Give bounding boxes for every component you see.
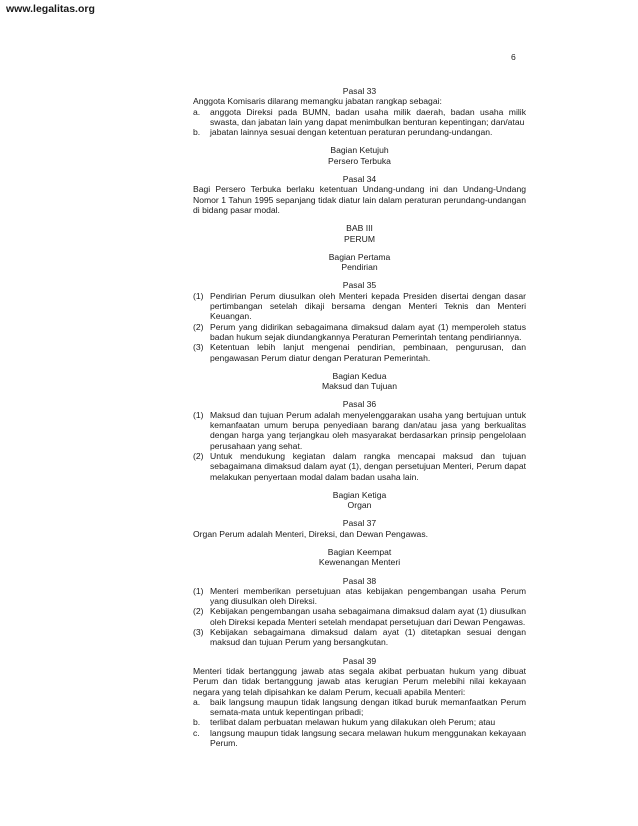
section-subheading: Pendirian — [341, 262, 378, 273]
item-label: (2) — [193, 450, 204, 461]
list-item — [193, 451, 526, 482]
section-heading: Bagian Pertama — [328, 251, 391, 262]
list-item — [193, 410, 526, 451]
item-text: terlibat dalam perbuatan melawan hukum yang dilakukan oleh Perum; atau — [210, 717, 496, 728]
list-item — [193, 728, 526, 749]
item-label: (2) — [193, 321, 204, 332]
section-subheading: Maksud dan Tujuan — [321, 381, 397, 392]
section-heading: Bagian Kedua — [332, 370, 387, 381]
list-item — [193, 291, 526, 322]
item-label: a. — [193, 106, 201, 117]
item-text: Perum yang didirikan sebagaimana dimaksud dalam ayat (1) memperoleh status badan hukum sejak diundangkannya Peraturan Pemerintah tentang pendiriannya. — [210, 321, 526, 342]
item-text: jabatan lainnya sesuai dengan ketentuan peraturan perundang-undangan. — [210, 127, 493, 138]
item-text: Menteri memberikan persetujuan atas kebijakan pengembangan usaha Perum yang diusulkan oleh Direksi. — [210, 585, 526, 607]
section-heading: Bagian Ketiga — [332, 489, 387, 500]
pasal-37-text: Organ Perum adalah Menteri, Direksi, dan Dewan Pengawas. — [193, 528, 429, 539]
item-label: a. — [193, 696, 201, 707]
list-item — [193, 586, 526, 607]
list-item — [193, 342, 526, 363]
list-item — [193, 697, 526, 718]
list-item — [193, 717, 526, 727]
pasal-35-title: Pasal 35 — [342, 280, 377, 291]
item-label: b. — [193, 127, 201, 138]
item-text: langsung maupun tidak langsung secara melawan hukum menggunakan kekayaan Perum. — [210, 727, 526, 749]
item-text: Untuk mendukung kegiatan dalam rangka mencapai maksud dan tujuan sebagaimana dimaksud dalam ayat (1), dengan persetujuan Menteri, Perum dapat melakukan penyertaan modal dalam badan usaha lain. — [210, 450, 526, 482]
section-subheading: Organ — [347, 500, 372, 511]
site-link[interactable]: www.legalitas.org — [6, 3, 95, 15]
pasal-37-title: Pasal 37 — [342, 518, 377, 529]
page-number: 6 — [511, 52, 516, 62]
section-subheading: Persero Terbuka — [328, 155, 391, 166]
pasal-36-title: Pasal 36 — [342, 399, 377, 410]
section-subheading: Kewenangan Menteri — [318, 557, 401, 568]
list-item — [193, 322, 526, 343]
section-heading: Bagian Keempat — [327, 546, 392, 557]
item-label: (1) — [193, 585, 204, 596]
item-label: (3) — [193, 627, 204, 638]
item-label: (2) — [193, 606, 204, 617]
chapter-title: PERUM — [343, 233, 376, 244]
pasal-39-intro: Menteri tidak bertanggung jawab atas segala akibat perbuatan hukum yang dibuat Perum dan tidak bertanggung jawab atas kerugian Perum melebihi nilai kekayaan negara yang telah dipisahkan ke dalam Perum, kecuali apabila Menteri: — [193, 665, 526, 697]
chapter-heading: BAB III — [346, 223, 373, 234]
item-label: (1) — [193, 290, 204, 301]
item-label: b. — [193, 717, 201, 728]
list-item — [193, 627, 526, 648]
pasal-33-title: Pasal 33 — [342, 86, 377, 96]
item-label: (3) — [193, 342, 204, 353]
pasal-34-text: Bagi Persero Terbuka berlaku ketentuan Undang-undang ini dan Undang-Undang Nomor 1 Tahun 1995 sepanjang tidak diatur lain dalam peraturan perundang-undangan di bidang pasar modal. — [193, 184, 526, 215]
item-text: Maksud dan tujuan Perum adalah menyelenggarakan usaha yang bertujuan untuk kemanfaatan umum berupa penyediaan barang dan/atau jasa yang berkualitas dengan harga yang terjangkau oleh masyarakat berdasarkan prinsip pengelolaan perusahaan yang sehat. — [210, 409, 526, 451]
item-text: Kebijakan pengembangan usaha sebagaimana dimaksud dalam ayat (1) diusulkan oleh Direksi kepada Menteri setelah mendapat persetujuan dari Dewan Pengawas. — [210, 606, 526, 627]
pasal-38-title: Pasal 38 — [342, 575, 377, 586]
item-text: Pendirian Perum diusulkan oleh Menteri kepada Presiden disertai dengan dasar pertimbangan setelah dikaji bersama dengan Menteri Teknis dan Menteri Keuangan. — [210, 290, 526, 322]
list-item — [193, 606, 526, 627]
item-text: baik langsung maupun tidak langsung dengan itikad buruk memanfaatkan Perum semata-mata untuk kepentingan pribadi; — [210, 696, 526, 718]
pasal-39-title: Pasal 39 — [342, 655, 377, 666]
item-text: Ketentuan lebih lanjut mengenai pendirian, pembinaan, pengurusan, dan pengawasan Perum diatur dengan Peraturan Pemerintah. — [210, 342, 526, 363]
list-item — [193, 107, 526, 128]
item-text: anggota Direksi pada BUMN, badan usaha milik daerah, badan usaha milik swasta, dan jabatan lain yang dapat menimbulkan benturan kepentingan; dan/atau — [210, 106, 526, 127]
section-heading: Bagian Ketujuh — [330, 145, 389, 156]
item-text: Kebijakan sebagaimana dimaksud dalam ayat (1) ditetapkan sesuai dengan maksud dan tujuan Perum yang bersangkutan. — [210, 627, 526, 648]
item-label: (1) — [193, 409, 204, 420]
document-body — [193, 86, 526, 748]
pasal-33-intro: Anggota Komisaris dilarang memangku jabatan rangkap sebagai: — [193, 96, 442, 107]
item-label: c. — [193, 727, 200, 738]
list-item — [193, 127, 526, 137]
pasal-34-title: Pasal 34 — [342, 174, 377, 185]
